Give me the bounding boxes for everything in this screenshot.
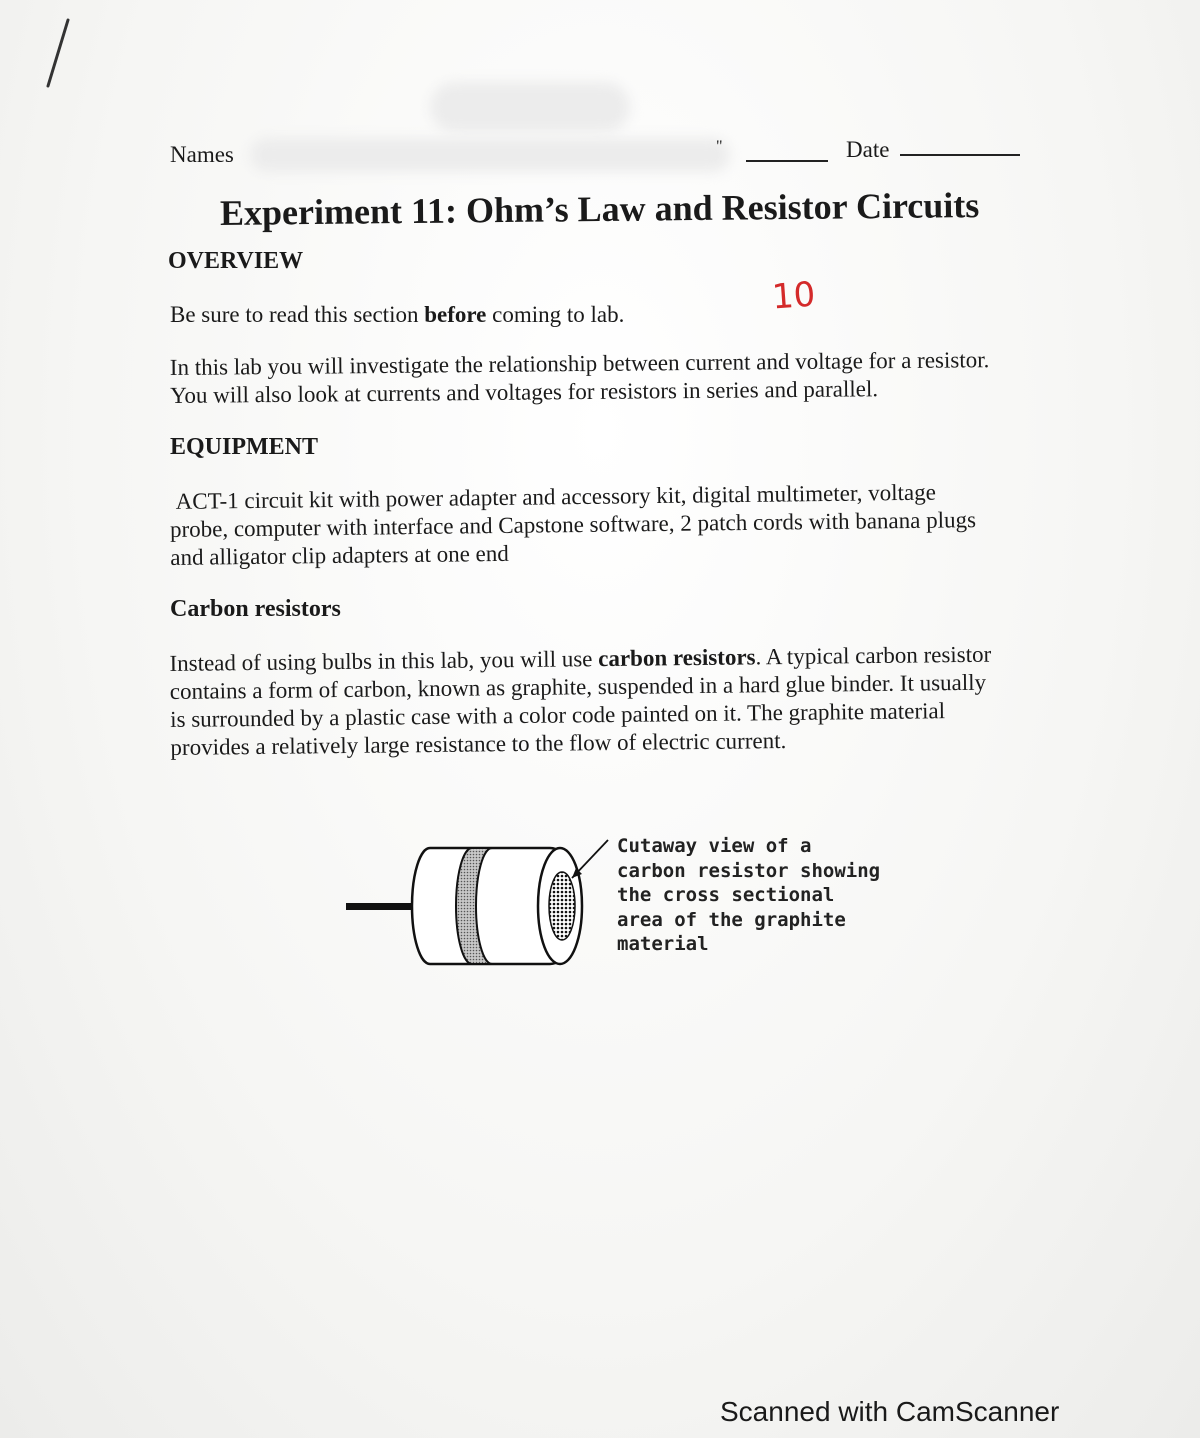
names-blank-line xyxy=(746,160,828,162)
date-blank-line xyxy=(900,154,1020,156)
overview-intro-suffix: coming to lab. xyxy=(486,302,625,327)
overview-intro xyxy=(170,301,624,329)
carbon-line-1-prefix: Instead of using bulbs in this lab, you will use xyxy=(169,646,599,677)
grade-mark: 10 xyxy=(770,274,817,318)
caption-line-5: material xyxy=(617,933,709,955)
equipment-line-2: probe, computer with interface and Capstone software, 2 patch cords with banana plugs xyxy=(169,507,977,542)
corner-slash-mark xyxy=(20,14,80,94)
overview-heading: OVERVIEW xyxy=(168,248,304,274)
equipment-list xyxy=(169,478,976,572)
caption-line-3: the cross sectional xyxy=(617,884,835,906)
figure-caption xyxy=(617,834,880,957)
overview-body-line-2: You will also look at currents and voltages for resistors in series and parallel. xyxy=(170,376,879,408)
overview-intro-bold: before xyxy=(424,302,487,327)
graphite-core xyxy=(549,872,575,940)
date-label: Date xyxy=(846,137,890,162)
redacted-region-top xyxy=(430,82,630,132)
carbon-line-1-suffix: . A typical carbon resistor xyxy=(755,641,992,670)
overview-body-line-1: In this lab you will investigate the relationship between current and voltage for a resistor. xyxy=(169,347,990,381)
carbon-resistor-illustration xyxy=(340,826,620,976)
equipment-line-3: and alligator clip adapters at one end xyxy=(170,540,509,570)
page-title: Experiment 11: Ohm’s Law and Resistor Circuits xyxy=(219,185,980,233)
overview-body xyxy=(170,346,990,410)
carbon-line-1-bold: carbon resistors xyxy=(598,644,756,672)
carbon-heading: Carbon resistors xyxy=(170,596,341,622)
carbon-paragraph xyxy=(169,641,992,762)
carbon-line-3: is surrounded by a plastic case with a color code painted on it. The graphite material xyxy=(170,698,946,732)
caption-line-1: Cutaway view of a xyxy=(617,835,812,857)
equipment-heading: EQUIPMENT xyxy=(170,434,319,460)
overview-intro-prefix: Be sure to read this section xyxy=(170,302,425,327)
redacted-names xyxy=(250,138,730,172)
carbon-line-4: provides a relatively large resistance to the flow of electric current. xyxy=(170,728,787,760)
carbon-line-2: contains a form of carbon, known as graphite, suspended in a hard glue binder. It usually xyxy=(169,669,987,705)
names-label: Names xyxy=(170,142,234,167)
camscanner-watermark: Scanned with CamScanner xyxy=(720,1396,1060,1427)
caption-line-2: carbon resistor showing xyxy=(617,859,881,882)
quote-mark: " xyxy=(716,138,723,155)
resistor-lead-wire xyxy=(346,903,414,910)
equipment-line-1: ACT-1 circuit kit with power adapter and accessory kit, digital multimeter, voltage xyxy=(175,479,936,514)
caption-line-4: area of the graphite xyxy=(617,908,846,931)
